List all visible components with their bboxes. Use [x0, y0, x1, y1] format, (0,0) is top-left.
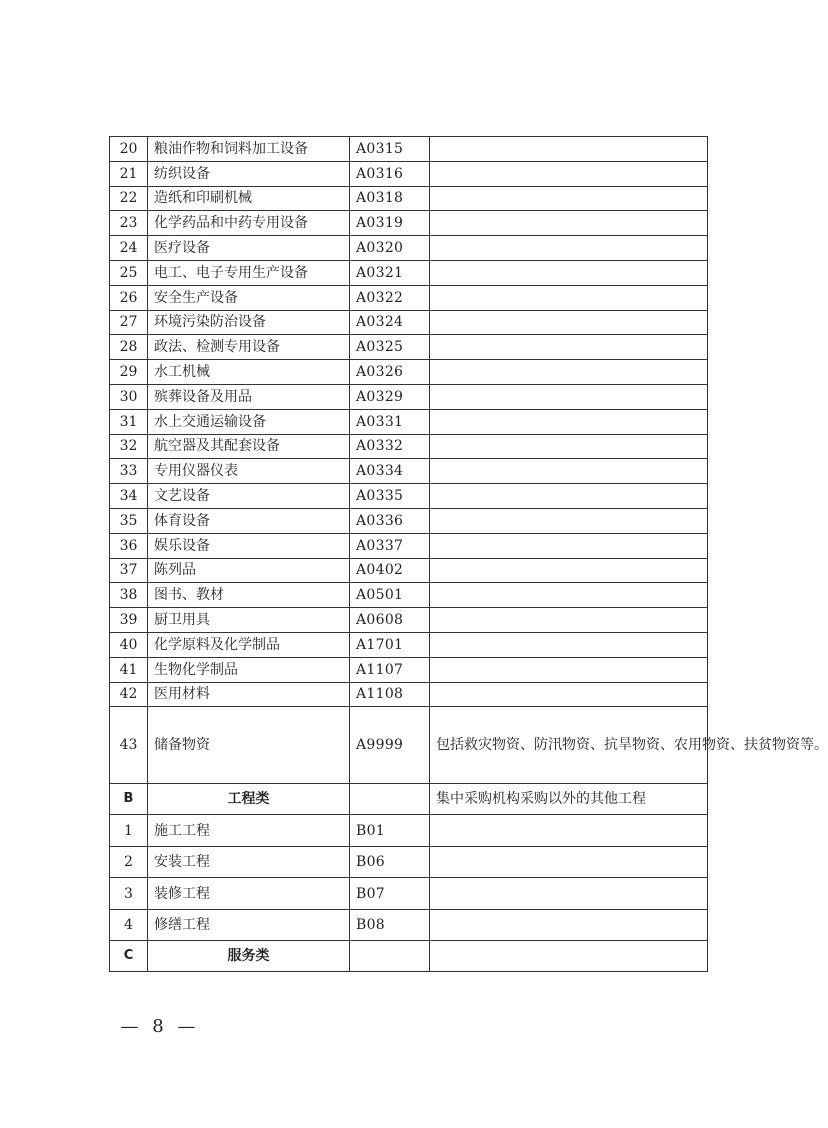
item-name: 修缮工程	[148, 909, 350, 941]
table-row	[110, 434, 708, 459]
section-title: 工程类	[148, 784, 350, 815]
table-row	[110, 260, 708, 285]
section-note: 集中采购机构采购以外的其他工程	[430, 784, 708, 815]
item-note	[430, 508, 708, 533]
row-number: 31	[110, 409, 148, 434]
item-note	[430, 459, 708, 484]
item-name: 环境污染防治设备	[148, 310, 350, 335]
item-code: A0337	[350, 533, 430, 558]
item-name: 造纸和印刷机械	[148, 186, 350, 211]
section-letter: C	[110, 941, 148, 972]
row-number: 34	[110, 484, 148, 509]
item-name: 粮油作物和饲料加工设备	[148, 137, 350, 162]
table-row	[110, 236, 708, 261]
item-code: A9999	[350, 707, 430, 784]
item-note	[430, 878, 708, 910]
table-row	[110, 186, 708, 211]
table-row	[110, 846, 708, 878]
item-code: A0324	[350, 310, 430, 335]
row-number: 24	[110, 236, 148, 261]
row-number: 27	[110, 310, 148, 335]
item-code: B06	[350, 846, 430, 878]
row-number: 38	[110, 583, 148, 608]
item-name: 安全生产设备	[148, 285, 350, 310]
item-name: 医疗设备	[148, 236, 350, 261]
row-number: 40	[110, 632, 148, 657]
row-number: 28	[110, 335, 148, 360]
section-code	[350, 784, 430, 815]
item-note	[430, 384, 708, 409]
row-number: 25	[110, 260, 148, 285]
row-number: 43	[110, 707, 148, 784]
table-row	[110, 558, 708, 583]
row-number: 35	[110, 508, 148, 533]
item-code: A0501	[350, 583, 430, 608]
item-code: A0321	[350, 260, 430, 285]
row-number: 21	[110, 161, 148, 186]
item-code: A0335	[350, 484, 430, 509]
item-name: 装修工程	[148, 878, 350, 910]
item-code: A0320	[350, 236, 430, 261]
table-row	[110, 484, 708, 509]
item-note	[430, 558, 708, 583]
table-row	[110, 285, 708, 310]
item-code: A0326	[350, 360, 430, 385]
row-number: 1	[110, 815, 148, 847]
table-row	[110, 360, 708, 385]
item-code: A0315	[350, 137, 430, 162]
table-row	[110, 459, 708, 484]
table-row	[110, 632, 708, 657]
item-name: 医用材料	[148, 682, 350, 707]
item-code: A1108	[350, 682, 430, 707]
item-code: A0402	[350, 558, 430, 583]
item-note	[430, 310, 708, 335]
item-name: 水工机械	[148, 360, 350, 385]
item-note	[430, 815, 708, 847]
item-name: 施工工程	[148, 815, 350, 847]
item-note	[430, 409, 708, 434]
item-name: 体育设备	[148, 508, 350, 533]
item-note	[430, 608, 708, 633]
item-code: A0331	[350, 409, 430, 434]
table-row	[110, 608, 708, 633]
item-note: 包括救灾物资、防汛物资、抗旱物资、农用物资、扶贫物资等。	[430, 707, 708, 784]
item-note	[430, 632, 708, 657]
item-name: 电工、电子专用生产设备	[148, 260, 350, 285]
table-row	[110, 657, 708, 682]
item-note	[430, 211, 708, 236]
section-letter: B	[110, 784, 148, 815]
table-row	[110, 815, 708, 847]
row-number: 41	[110, 657, 148, 682]
row-number: 37	[110, 558, 148, 583]
table-row	[110, 583, 708, 608]
table-row	[110, 384, 708, 409]
item-code: A0608	[350, 608, 430, 633]
table-row	[110, 878, 708, 910]
row-number: 4	[110, 909, 148, 941]
row-number: 33	[110, 459, 148, 484]
table-row	[110, 682, 708, 707]
row-number: 30	[110, 384, 148, 409]
item-name: 娱乐设备	[148, 533, 350, 558]
row-number: 22	[110, 186, 148, 211]
item-name: 陈列品	[148, 558, 350, 583]
item-code: A1701	[350, 632, 430, 657]
section-code	[350, 941, 430, 972]
item-code: A0332	[350, 434, 430, 459]
item-note	[430, 260, 708, 285]
row-number: 20	[110, 137, 148, 162]
item-name: 专用仪器仪表	[148, 459, 350, 484]
row-number: 42	[110, 682, 148, 707]
item-code: A0334	[350, 459, 430, 484]
item-code: A0318	[350, 186, 430, 211]
item-name: 殡葬设备及用品	[148, 384, 350, 409]
item-note	[430, 434, 708, 459]
item-code: B08	[350, 909, 430, 941]
item-note	[430, 137, 708, 162]
section-row-services	[110, 941, 708, 972]
item-note	[430, 846, 708, 878]
row-number: 26	[110, 285, 148, 310]
item-code: A0336	[350, 508, 430, 533]
item-code: A0325	[350, 335, 430, 360]
table-row	[110, 508, 708, 533]
goods-rows	[110, 137, 708, 707]
item-note	[430, 285, 708, 310]
item-name: 生物化学制品	[148, 657, 350, 682]
item-note	[430, 583, 708, 608]
table-row-reserve	[110, 707, 708, 784]
row-number: 32	[110, 434, 148, 459]
engineering-rows	[110, 815, 708, 941]
table-row	[110, 409, 708, 434]
table-row	[110, 533, 708, 558]
item-name: 安装工程	[148, 846, 350, 878]
section-row-engineering	[110, 784, 708, 815]
row-number: 36	[110, 533, 148, 558]
item-note	[430, 657, 708, 682]
item-name: 厨卫用具	[148, 608, 350, 633]
item-note	[430, 186, 708, 211]
section-title: 服务类	[148, 941, 350, 972]
item-code: A0319	[350, 211, 430, 236]
table-row	[110, 211, 708, 236]
item-code: A0329	[350, 384, 430, 409]
table-row	[110, 161, 708, 186]
item-name: 化学药品和中药专用设备	[148, 211, 350, 236]
table-row	[110, 335, 708, 360]
item-note	[430, 335, 708, 360]
item-note	[430, 236, 708, 261]
row-number: 2	[110, 846, 148, 878]
row-number: 39	[110, 608, 148, 633]
item-code: B01	[350, 815, 430, 847]
section-note	[430, 941, 708, 972]
procurement-catalog-table	[109, 136, 828, 972]
item-name: 航空器及其配套设备	[148, 434, 350, 459]
item-note	[430, 909, 708, 941]
table-row	[110, 310, 708, 335]
item-code: A0316	[350, 161, 430, 186]
item-code: A1107	[350, 657, 430, 682]
item-note	[430, 161, 708, 186]
row-number: 3	[110, 878, 148, 910]
item-note	[430, 360, 708, 385]
item-name: 政法、检测专用设备	[148, 335, 350, 360]
item-name: 图书、教材	[148, 583, 350, 608]
item-note	[430, 484, 708, 509]
page-number: — 8 —	[120, 1016, 200, 1037]
item-name: 纺织设备	[148, 161, 350, 186]
item-note	[430, 533, 708, 558]
row-number: 23	[110, 211, 148, 236]
row-number: 29	[110, 360, 148, 385]
item-code: A0322	[350, 285, 430, 310]
item-name: 文艺设备	[148, 484, 350, 509]
item-note	[430, 682, 708, 707]
item-name: 储备物资	[148, 707, 350, 784]
item-name: 水上交通运输设备	[148, 409, 350, 434]
table-row	[110, 137, 708, 162]
item-code: B07	[350, 878, 430, 910]
table-row	[110, 909, 708, 941]
item-name: 化学原料及化学制品	[148, 632, 350, 657]
